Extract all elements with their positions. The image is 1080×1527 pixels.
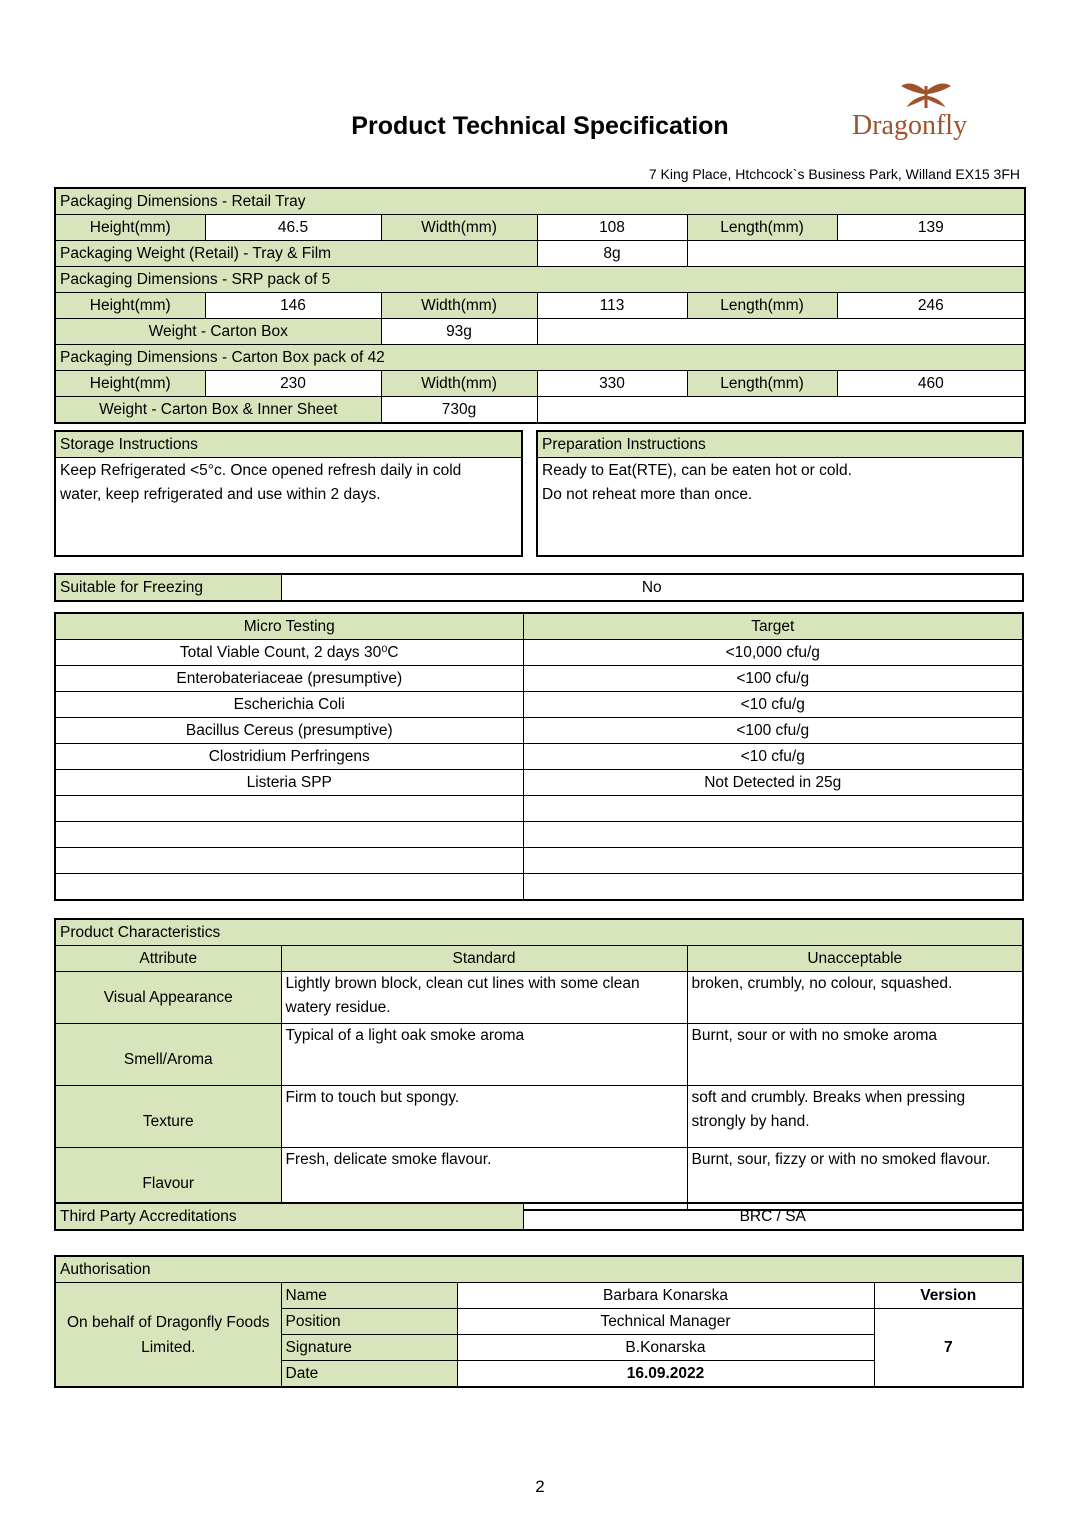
empty-row: [55, 822, 1023, 848]
micro-target: <10,000 cfu/g: [523, 640, 1023, 666]
carton-weight-label: Weight - Carton Box & Inner Sheet: [55, 397, 381, 424]
table-row: [55, 1148, 1023, 1211]
length-label: Length(mm): [687, 293, 837, 319]
unacceptable-cell: broken, crumbly, no colour, squashed.: [687, 972, 1023, 1024]
retail-weight-label: Packaging Weight (Retail) - Tray & Film: [55, 241, 537, 267]
packaging-table: [54, 187, 1026, 424]
table-row: [55, 972, 1023, 1024]
table-row: [55, 640, 1023, 666]
micro-test: Listeria SPP: [55, 770, 523, 796]
storage-line-1: Keep Refrigerated <5°c. Once opened refresh daily in cold: [60, 462, 462, 479]
characteristics-table: [54, 918, 1024, 1211]
micro-target: <100 cfu/g: [523, 718, 1023, 744]
empty-cell: [537, 397, 1025, 424]
freezing-table: [54, 573, 1024, 602]
empty-row: [55, 848, 1023, 874]
carton-title: Packaging Dimensions - Carton Box pack of 42: [55, 345, 1025, 371]
micro-test: Bacillus Cereus (presumptive): [55, 718, 523, 744]
attribute-cell: Flavour: [55, 1148, 281, 1211]
page-number: 2: [535, 1477, 545, 1496]
signature-label: Signature: [281, 1335, 457, 1361]
accreditations-label: Third Party Accreditations: [55, 1203, 523, 1230]
position-label: Position: [281, 1309, 457, 1335]
srp-weight: 93g: [381, 319, 537, 345]
freezing-label: Suitable for Freezing: [55, 574, 281, 601]
preparation-table: [536, 430, 1024, 557]
storage-title: Storage Instructions: [55, 431, 522, 458]
date-label: Date: [281, 1361, 457, 1388]
standard-cell: Typical of a light oak smoke aroma: [281, 1024, 687, 1086]
srp-title: Packaging Dimensions - SRP pack of 5: [55, 267, 1025, 293]
preparation-line-1: Ready to Eat(RTE), can be eaten hot or cold.: [542, 462, 852, 479]
empty-cell: [523, 822, 1023, 848]
empty-cell: [523, 848, 1023, 874]
empty-cell: [537, 319, 1025, 345]
standard-header: Standard: [281, 946, 687, 972]
table-row: [55, 718, 1023, 744]
retail-title: Packaging Dimensions - Retail Tray: [55, 188, 1025, 215]
storage-text: [55, 458, 522, 557]
micro-test: Enterobateriaceae (presumptive): [55, 666, 523, 692]
standard-cell: Fresh, delicate smoke flavour.: [281, 1148, 687, 1211]
width-label: Width(mm): [381, 371, 537, 397]
table-row: [55, 770, 1023, 796]
unacceptable-cell: Burnt, sour, fizzy or with no smoked flavour.: [687, 1148, 1023, 1211]
retail-weight: 8g: [537, 241, 687, 267]
storage-line-2: water, keep refrigerated and use within 2 days.: [60, 486, 381, 503]
carton-length: 460: [837, 371, 1025, 397]
authorisation-table: [54, 1255, 1024, 1388]
svg-text:Dragonfly: Dragonfly: [852, 110, 968, 141]
empty-cell: [523, 874, 1023, 901]
attribute-header: Attribute: [55, 946, 281, 972]
empty-row: [55, 874, 1023, 901]
srp-weight-label: Weight - Carton Box: [55, 319, 381, 345]
unacceptable-cell: soft and crumbly. Breaks when pressing strongly by hand.: [687, 1086, 1023, 1148]
date-value: 16.09.2022: [457, 1361, 874, 1388]
dragonfly-logo: [846, 80, 1006, 142]
authorisation-title: Authorisation: [55, 1256, 1023, 1283]
micro-target: <10 cfu/g: [523, 692, 1023, 718]
micro-target: <100 cfu/g: [523, 666, 1023, 692]
empty-cell: [523, 796, 1023, 822]
srp-width: 113: [537, 293, 687, 319]
empty-cell: [55, 848, 523, 874]
attribute-cell: Texture: [55, 1086, 281, 1148]
name-label: Name: [281, 1283, 457, 1309]
attribute-cell: Smell/Aroma: [55, 1024, 281, 1086]
empty-cell: [55, 822, 523, 848]
characteristics-title: Product Characteristics: [55, 919, 1023, 946]
empty-cell: [687, 241, 1025, 267]
company-address: 7 King Place, Htchcock`s Business Park, Willand EX15 3FH: [648, 166, 1020, 182]
empty-cell: [55, 796, 523, 822]
standard-cell: Firm to touch but spongy.: [281, 1086, 687, 1148]
width-label: Width(mm): [381, 215, 537, 241]
standard-cell: Lightly brown block, clean cut lines with some clean watery residue.: [281, 972, 687, 1024]
micro-target: <10 cfu/g: [523, 744, 1023, 770]
height-label: Height(mm): [55, 371, 205, 397]
empty-row: [55, 796, 1023, 822]
retail-length: 139: [837, 215, 1025, 241]
micro-test: Clostridium Perfringens: [55, 744, 523, 770]
accreditations-table: [54, 1202, 1024, 1231]
dragonfly-icon: [846, 80, 1006, 142]
retail-width: 108: [537, 215, 687, 241]
behalf-text: On behalf of Dragonfly Foods Limited.: [55, 1283, 281, 1388]
carton-height: 230: [205, 371, 381, 397]
width-label: Width(mm): [381, 293, 537, 319]
micro-header: Micro Testing: [55, 613, 523, 640]
table-row: [55, 744, 1023, 770]
carton-weight: 730g: [381, 397, 537, 424]
signature-value: B.Konarska: [457, 1335, 874, 1361]
preparation-line-2: Do not reheat more than once.: [542, 486, 753, 503]
height-label: Height(mm): [55, 215, 205, 241]
micro-test: Escherichia Coli: [55, 692, 523, 718]
freezing-value: No: [281, 574, 1023, 601]
name-value: Barbara Konarska: [457, 1283, 874, 1309]
unacceptable-cell: Burnt, sour or with no smoke aroma: [687, 1024, 1023, 1086]
srp-height: 146: [205, 293, 381, 319]
srp-length: 246: [837, 293, 1025, 319]
preparation-text: [537, 458, 1023, 557]
version-value: 7: [874, 1309, 1023, 1388]
micro-test: Total Viable Count, 2 days 30⁰C: [55, 640, 523, 666]
height-label: Height(mm): [55, 293, 205, 319]
unacceptable-header: Unacceptable: [687, 946, 1023, 972]
carton-width: 330: [537, 371, 687, 397]
micro-target: Not Detected in 25g: [523, 770, 1023, 796]
page-title: Product Technical Specification: [351, 112, 729, 140]
table-row: [55, 1024, 1023, 1086]
position-value: Technical Manager: [457, 1309, 874, 1335]
preparation-title: Preparation Instructions: [537, 431, 1023, 458]
storage-table: [54, 430, 523, 557]
table-row: [55, 666, 1023, 692]
empty-cell: [55, 874, 523, 901]
target-header: Target: [523, 613, 1023, 640]
table-row: [55, 692, 1023, 718]
version-label: Version: [874, 1283, 1023, 1309]
length-label: Length(mm): [687, 215, 837, 241]
length-label: Length(mm): [687, 371, 837, 397]
micro-table: [54, 612, 1024, 901]
table-row: [55, 1086, 1023, 1148]
attribute-cell: Visual Appearance: [55, 972, 281, 1024]
retail-height: 46.5: [205, 215, 381, 241]
accreditations-value: BRC / SA: [523, 1203, 1023, 1230]
